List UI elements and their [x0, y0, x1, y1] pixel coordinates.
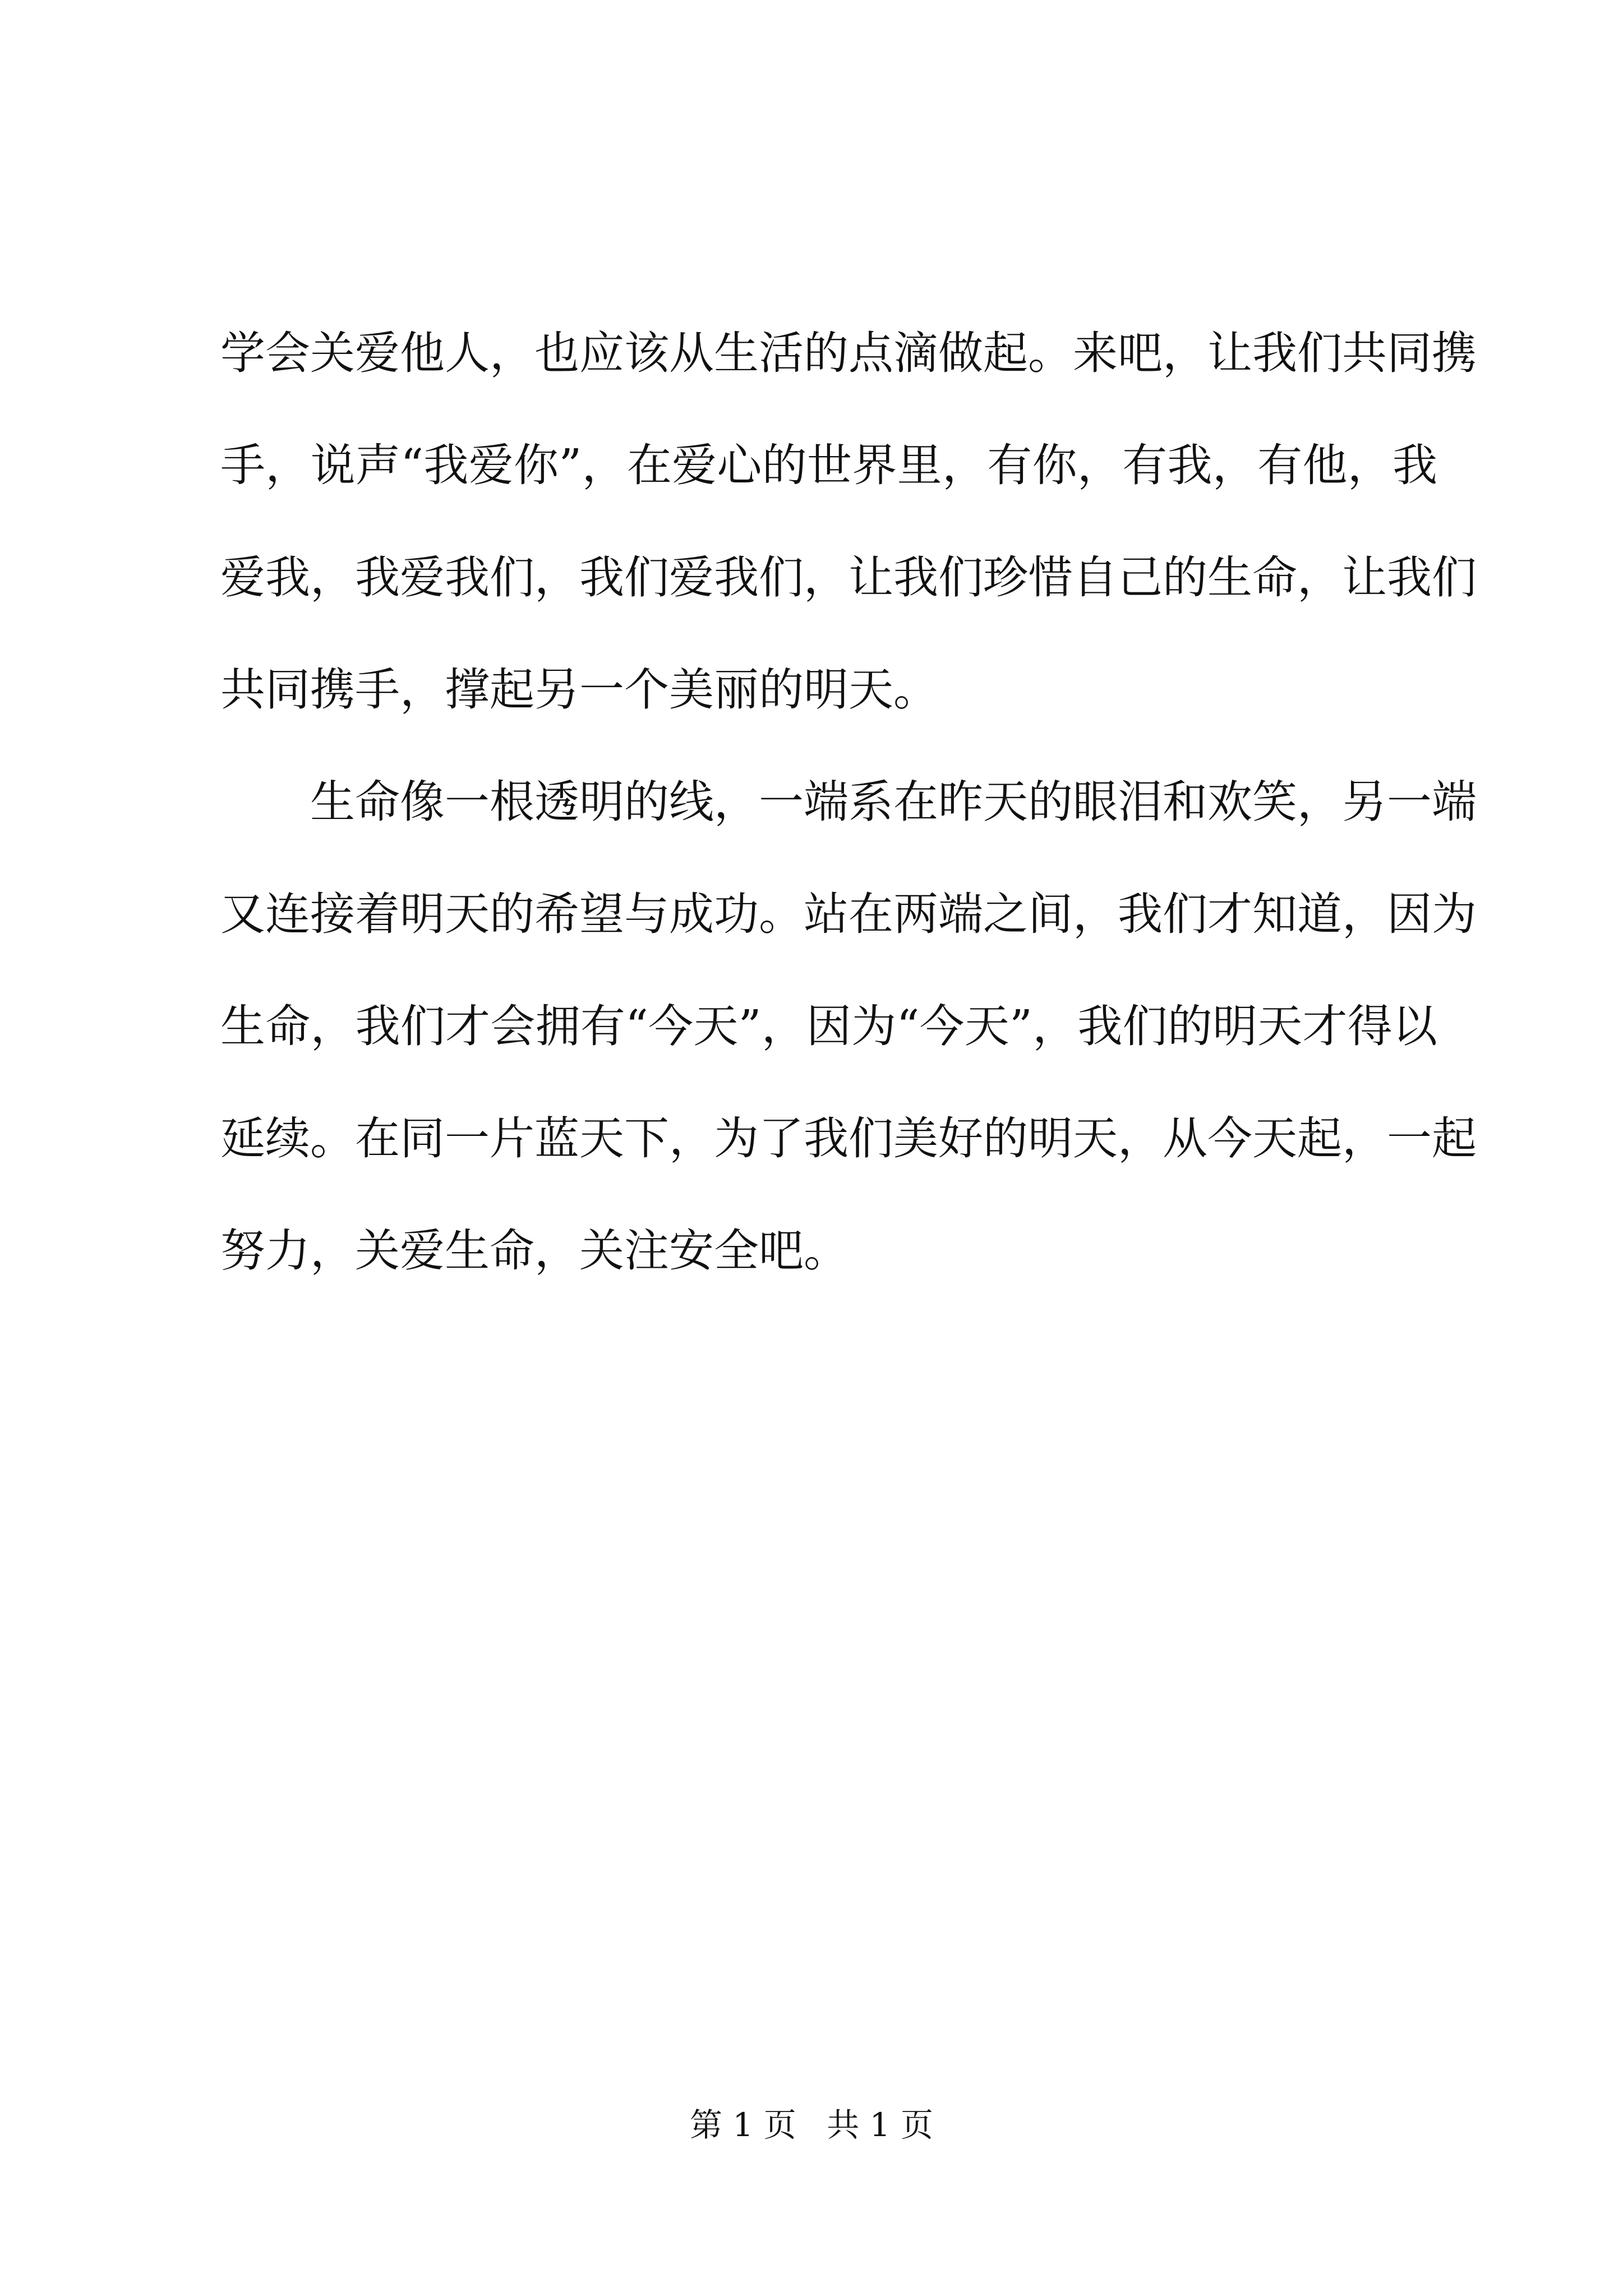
- text-line: 手，说声“我爱你”，在爱心的世界里，有你，有我，有他，我: [220, 439, 1437, 491]
- paragraph-1: [220, 297, 1477, 746]
- document-body: [220, 297, 1477, 1307]
- text-line: 学会关爱他人，也应该从生活的点滴做起。来吧，让我们共同携: [220, 327, 1477, 379]
- text-line: 爱我，我爱我们，我们爱我们，让我们珍惜自己的生命，让我们: [220, 551, 1477, 604]
- paragraph-2: [220, 746, 1477, 1307]
- page-number-current: 第 1 页: [690, 2106, 796, 2144]
- page-number-total: 共 1 页: [827, 2106, 933, 2144]
- text-line: 生命像一根透明的线，一端系在昨天的眼泪和欢笑，另一端: [220, 776, 1477, 828]
- text-line: 延续。在同一片蓝天下，为了我们美好的明天，从今天起，一起: [220, 1112, 1477, 1165]
- text-line: 共同携手，撑起另一个美丽的明天。: [220, 664, 938, 716]
- page-footer: [0, 2102, 1623, 2147]
- text-line: 生命，我们才会拥有“今天”，因为“今天”，我们的明天才得以: [220, 1000, 1437, 1052]
- text-line: 努力，关爱生命，关注安全吧。: [220, 1225, 849, 1277]
- text-line: 又连接着明天的希望与成功。站在两端之间，我们才知道，因为: [220, 888, 1477, 940]
